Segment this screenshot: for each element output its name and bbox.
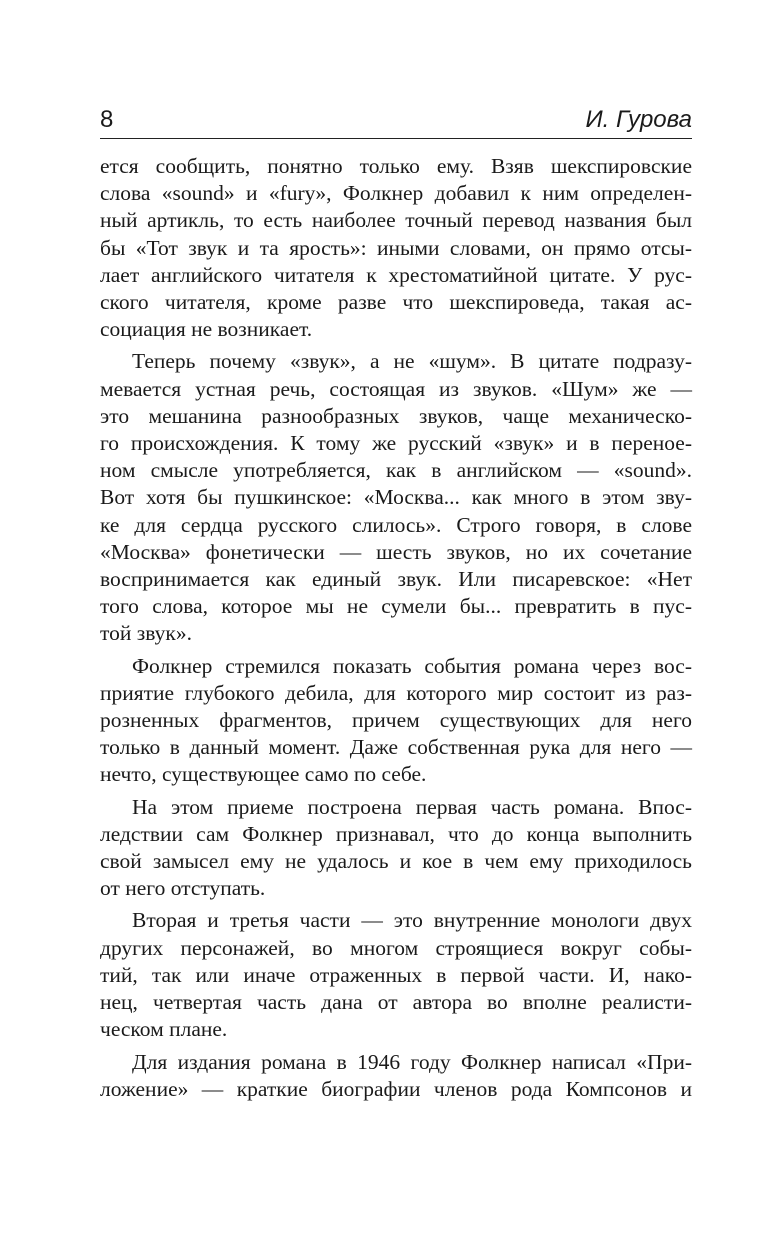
paragraph — [100, 348, 692, 647]
text-line: Фолкнер стремился показать события романа через вос- — [132, 653, 692, 678]
text-line: ется сообщить, понятно только ему. Взяв шекспировские — [100, 154, 692, 178]
text-line: от него отступать. — [100, 876, 266, 901]
text-line: ложение» — краткие биографии членов рода Компсонов и — [100, 1076, 692, 1101]
text-line: Для издания романа в 1946 году Фолкнер написал «При- — [132, 1049, 692, 1074]
text-line: слова «sound» и «fury», Фолкнер добавил к ним определен- — [100, 181, 692, 206]
paragraph — [100, 907, 692, 1043]
text-line: приятие глубокого дебила, для которого мир состоит из раз- — [100, 680, 692, 705]
body-text — [100, 153, 692, 1108]
text-line: Вторая и третья части — это внутренние монологи двух — [132, 908, 692, 933]
text-line: ке для сердца русского слилось». Строго говоря, в слове — [100, 512, 692, 537]
text-line: «Москва» фонетически — шесть звуков, но их сочетание — [100, 539, 692, 564]
text-line: той звук». — [100, 621, 192, 646]
text-line: мевается устная речь, состоящая из звуков. «Шум» же — — [100, 376, 692, 401]
text-line: воспринимается как единый звук. Или писаревское: «Нет — [100, 567, 692, 592]
text-line: того слова, которое мы не сумели бы... превратить в пус- — [100, 594, 692, 619]
text-line: ледствии сам Фолкнер признавал, что до конца выполнить — [100, 821, 692, 846]
text-line: тий, так или иначе отраженных в первой части. И, нако- — [100, 962, 692, 987]
text-line: ном смысле употребляется, как в английском — «sound». — [100, 458, 692, 483]
text-line: Вот хотя бы пушкинское: «Москва... как много в этом зву- — [100, 485, 692, 510]
paragraph — [100, 153, 692, 343]
page-number: 8 — [100, 106, 114, 133]
text-line: ского читателя, кроме разве что шекспироведа, такая ас- — [100, 290, 692, 315]
text-line: других персонажей, во многом строящиеся вокруг собы- — [100, 935, 692, 960]
paragraph — [100, 653, 692, 789]
text-line: нец, четвертая часть дана от автора во вполне реалисти- — [100, 990, 692, 1015]
text-line: ческом плане. — [100, 1017, 228, 1042]
text-line: На этом приеме построена первая часть романа. Впос- — [132, 794, 692, 819]
text-line: социация не возникает. — [100, 317, 313, 342]
text-line: ный артикль, то есть наиболее точный перевод названия был — [100, 208, 692, 233]
text-line: свой замысел ему не удалось и кое в чем ему приходилось — [100, 849, 692, 874]
text-line: лает английского читателя к хрестоматийной цитате. У рус- — [100, 262, 692, 287]
running-title: И. Гурова — [585, 106, 692, 133]
text-line: розненных фрагментов, причем существующих для него — [100, 708, 692, 733]
text-line: только в данный момент. Даже собственная рука для него — — [100, 735, 692, 760]
text-line: го происхождения. К тому же русский «звук» и в переное- — [100, 431, 692, 456]
paragraph — [100, 1049, 692, 1103]
text-line: бы «Тот звук и та ярость»: иными словами, он прямо отсы- — [100, 235, 692, 260]
text-line: нечто, существующее само по себе. — [100, 762, 427, 787]
text-line: Теперь почему «звук», а не «шум». В цитате подразу- — [132, 349, 692, 374]
paragraph — [100, 794, 692, 903]
text-line: это мешанина разнообразных звуков, чаще механическо- — [100, 403, 692, 428]
page-header — [100, 104, 692, 139]
